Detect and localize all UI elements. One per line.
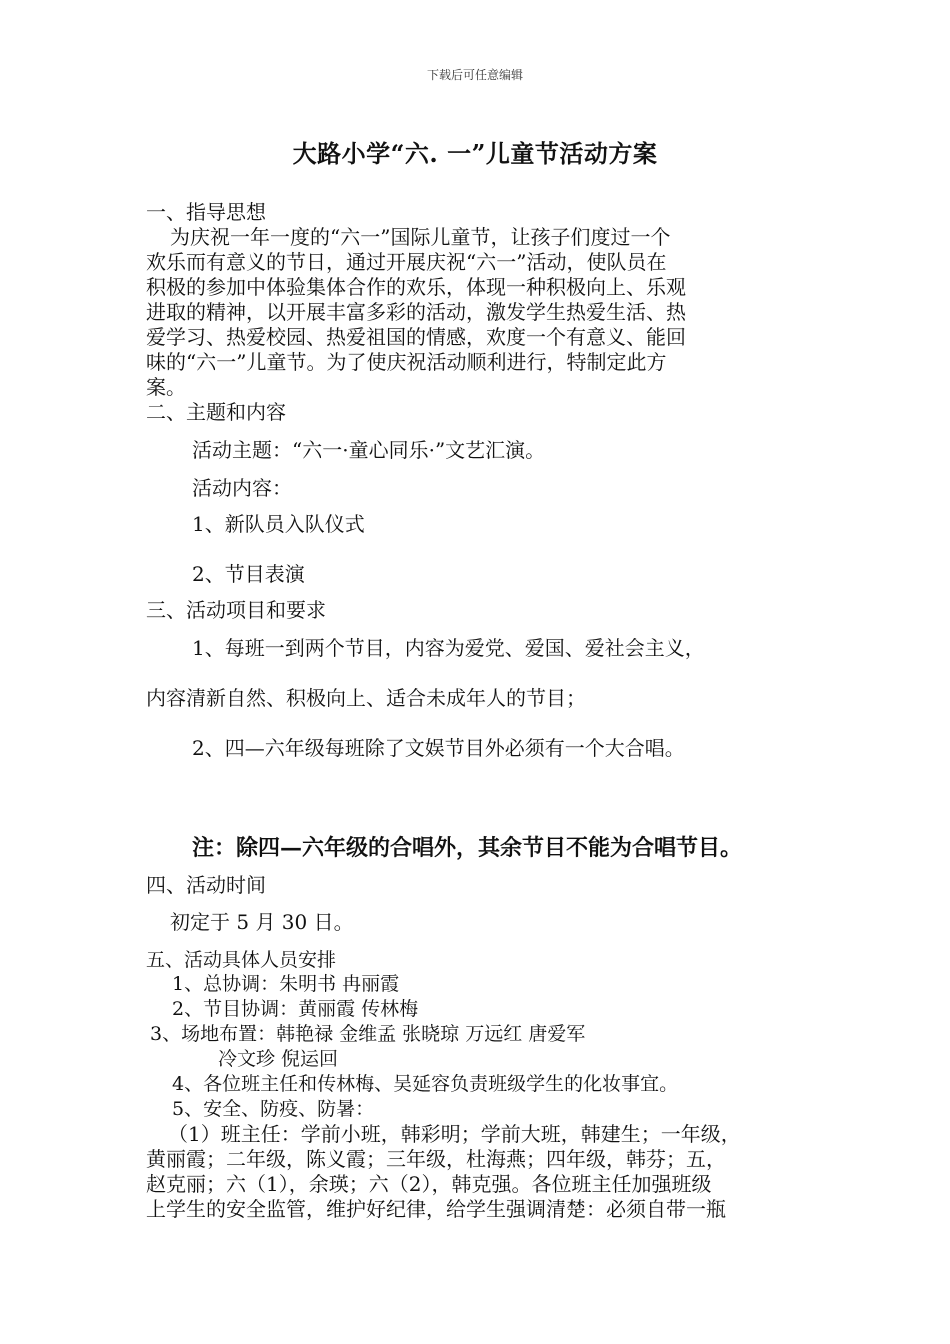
requirement-line: 内容清新自然、积极向上、适合未成年人的节目；	[146, 686, 586, 710]
bold-note: 注：除四—六年级的合唱外，其余节目不能为合唱节目。	[192, 835, 743, 861]
staff-line: 5、安全、防疫、防暑：	[172, 1098, 375, 1120]
section-heading-staff: 五、活动具体人员安排	[146, 949, 337, 971]
header-note: 下载后可任意编辑	[426, 68, 523, 82]
staff-line: 黄丽霞；二年级，陈义霞；三年级，杜海燕；四年级，韩芬；五，	[146, 1147, 726, 1171]
paragraph-line: 爱学习、热爱校园、热爱祖国的情感，欢度一个有意义、能回	[146, 325, 686, 349]
staff-line: 上学生的安全监管，维护好纪律，给学生强调清楚：必须自带一瓶	[146, 1197, 726, 1221]
activity-theme: 活动主题：“六一·童心同乐·”文艺汇演。	[192, 438, 546, 462]
content-item: 2、节目表演	[192, 562, 305, 586]
paragraph-line: 欢乐而有意义的节日，通过开展庆祝“六一”活动，使队员在	[146, 250, 667, 274]
paragraph-line: 积极的参加中体验集体合作的欢乐，体现一种积极向上、乐观	[146, 275, 686, 299]
requirement-line: 2、四—六年级每班除了文娱节目外必须有一个大合唱。	[192, 736, 685, 760]
requirement-line: 1、每班一到两个节目，内容为爱党、爱国、爱社会主义，	[192, 636, 705, 660]
staff-line: 1、总协调：朱明书 冉丽霞	[172, 973, 400, 995]
staff-line: 3、场地布置：韩艳禄 金维孟 张晓琼 万远红 唐爱军	[150, 1023, 586, 1045]
activity-content-label: 活动内容：	[192, 476, 292, 500]
section-heading-requirements: 三、活动项目和要求	[146, 598, 326, 622]
staff-line: 冷文珍 倪运回	[218, 1048, 339, 1070]
staff-line: （1）班主任：学前小班，韩彩明；学前大班，韩建生；一年级，	[168, 1122, 741, 1146]
paragraph-line: 味的“六一”儿童节。为了使庆祝活动顺利进行，特制定此方	[146, 350, 667, 374]
section-heading-theme: 二、主题和内容	[146, 400, 286, 424]
staff-line: 赵克丽；六（1），余瑛；六（2），韩克强。各位班主任加强班级	[146, 1172, 712, 1196]
page-title: 大路小学“六. 一”儿童节活动方案	[292, 139, 658, 168]
activity-date: 初定于 5 月 30 日。	[170, 910, 354, 934]
staff-line: 4、各位班主任和传林梅、吴延容负责班级学生的化妆事宜。	[172, 1073, 679, 1095]
content-item: 1、新队员入队仪式	[192, 512, 365, 536]
section-heading-time: 四、活动时间	[146, 873, 266, 897]
paragraph-line: 案。	[146, 375, 186, 399]
section-heading-guiding: 一、指导思想	[146, 200, 266, 224]
staff-line: 2、节目协调：黄丽霞 传林梅	[172, 998, 419, 1020]
paragraph-line: 为庆祝一年一度的“六一”国际儿童节，让孩子们度过一个	[170, 225, 671, 249]
paragraph-line: 进取的精神，以开展丰富多彩的活动，激发学生热爱生活、热	[146, 300, 686, 324]
